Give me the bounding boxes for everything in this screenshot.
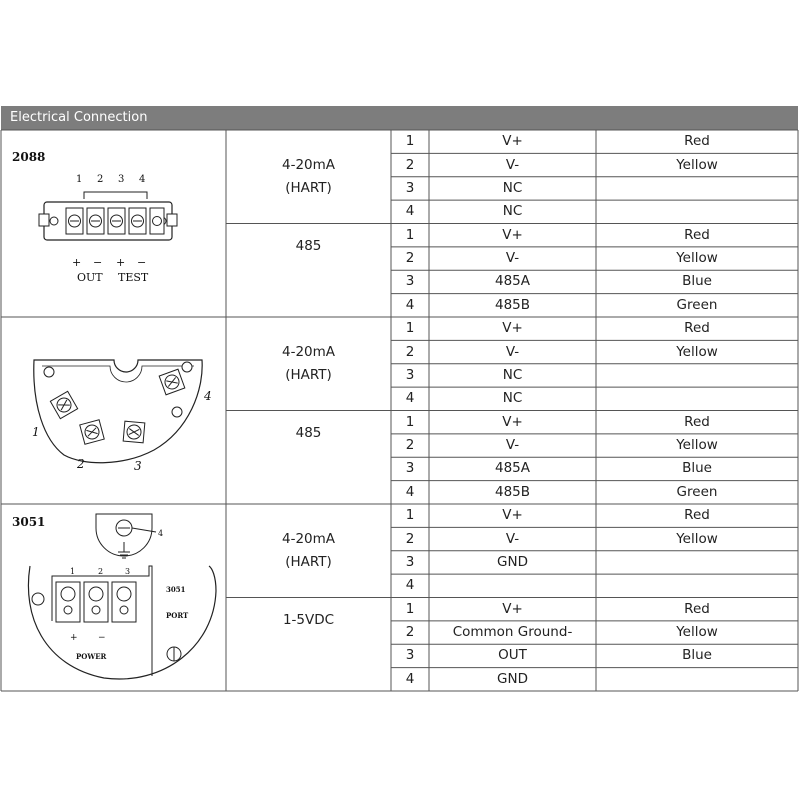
signal-type-cell: 4-20mA (HART) — [281, 156, 336, 196]
wire-color-cell: Red — [684, 133, 710, 150]
signal-type-cell: 485 — [295, 238, 322, 255]
terminal-number: 3 — [134, 459, 142, 473]
pin-function-cell: V- — [505, 250, 520, 267]
wire-color-cell — [596, 574, 798, 597]
signal-type-cell: 4-20mA (HART) — [281, 530, 336, 570]
terminal-number: 2 — [97, 174, 104, 185]
pin-number-cell: 2 — [405, 437, 415, 454]
board-terminals — [56, 582, 136, 622]
polarity-sign: − — [137, 256, 147, 269]
pin-function-cell: V- — [505, 343, 520, 360]
terminal-number: 3 — [125, 567, 131, 576]
terminal-number: 3 — [118, 174, 125, 185]
terminal-number: 1 — [70, 567, 76, 576]
pin-number-cell: 1 — [405, 133, 415, 150]
pin-function-cell — [429, 574, 596, 597]
signal-type-cell: 1-5VDC — [282, 612, 335, 629]
wire-color-cell: Yellow — [676, 250, 718, 267]
pin-function-cell: V+ — [502, 507, 523, 524]
wire-color-cell — [596, 387, 798, 410]
terminal-number: 4 — [139, 174, 146, 185]
pin-number-cell: 1 — [405, 600, 415, 617]
pin-number-cell: 1 — [405, 320, 415, 337]
polarity-sign: − — [93, 256, 103, 269]
pin-function-cell: V+ — [502, 226, 523, 243]
terminal-number: 1 — [32, 425, 40, 439]
wire-color-cell: Green — [676, 483, 718, 500]
pin-function-cell: V+ — [502, 133, 523, 150]
pin-function-cell: V+ — [502, 320, 523, 337]
diagram-3051 — [4, 506, 224, 691]
pin-function-cell: V- — [505, 437, 520, 454]
polarity-sign: + — [72, 256, 82, 269]
test-label: TEST — [118, 271, 149, 284]
polarity-sign: + — [116, 256, 126, 269]
wire-color-cell: Yellow — [676, 437, 718, 454]
pin-function-cell: 485B — [494, 296, 531, 313]
pin-number-cell: 2 — [405, 530, 415, 547]
wire-color-cell: Red — [684, 226, 710, 243]
pin-function-cell: 485B — [494, 483, 531, 500]
wire-color-cell — [596, 668, 798, 691]
pin-function-cell: V- — [505, 530, 520, 547]
pin-number-cell: 2 — [405, 156, 415, 173]
wire-color-cell: Yellow — [676, 156, 718, 173]
out-label: OUT — [77, 271, 103, 284]
pin-function-cell: V+ — [502, 413, 523, 430]
terminal-number: 2 — [98, 567, 104, 576]
power-label: POWER — [76, 652, 107, 661]
wire-color-cell — [596, 177, 798, 200]
pin-number-cell: 3 — [405, 366, 415, 383]
board-label: 3051 — [166, 585, 186, 594]
terminal-number: 4 — [204, 389, 212, 403]
pin-function-cell: NC — [502, 390, 523, 407]
pin-number-cell: 4 — [405, 296, 415, 313]
pin-number-cell: 1 — [405, 507, 415, 524]
pin-number-cell: 3 — [405, 647, 415, 664]
wire-color-cell — [596, 200, 798, 223]
terminal-number: 1 — [76, 174, 83, 185]
pin-number-cell: 4 — [405, 577, 415, 594]
port-label: PORT — [166, 611, 189, 620]
model-label-3051: 3051 — [12, 515, 46, 529]
pin-number-cell: 4 — [405, 483, 415, 500]
pin-function-cell: GND — [497, 553, 528, 570]
pin-function-cell: Common Ground- — [452, 624, 573, 641]
pin-function-cell: NC — [502, 179, 523, 196]
signal-type-cell: 485 — [295, 425, 322, 442]
pin-number-cell: 2 — [405, 250, 415, 267]
model-label-2088: 2088 — [12, 150, 46, 164]
wire-color-cell: Yellow — [676, 530, 718, 547]
polarity-sign: + — [70, 633, 78, 643]
pin-number-cell: 4 — [405, 390, 415, 407]
ground-number: 4 — [158, 529, 164, 538]
pin-number-cell: 3 — [405, 273, 415, 290]
pin-number-cell: 1 — [405, 226, 415, 243]
wire-color-cell: Blue — [682, 273, 712, 290]
pin-function-cell: V- — [505, 156, 520, 173]
wire-color-cell: Green — [676, 296, 718, 313]
pin-number-cell: 3 — [405, 179, 415, 196]
wire-color-cell — [596, 551, 798, 574]
diagram-round-board — [4, 320, 224, 500]
polarity-sign: − — [98, 633, 106, 643]
pin-number-cell: 3 — [405, 460, 415, 477]
pin-number-cell: 1 — [405, 413, 415, 430]
pin-function-cell: OUT — [498, 647, 527, 664]
wire-color-cell — [596, 364, 798, 387]
wire-color-cell: Blue — [682, 647, 712, 664]
wire-color-cell: Red — [684, 320, 710, 337]
pin-function-cell: NC — [502, 366, 523, 383]
terminal-number: 2 — [77, 457, 85, 471]
pin-function-cell: GND — [497, 670, 528, 687]
pin-function-cell: 485A — [494, 460, 530, 477]
signal-type-cell: 4-20mA (HART) — [281, 343, 336, 383]
pin-number-cell: 4 — [405, 670, 415, 687]
pin-number-cell: 2 — [405, 624, 415, 641]
pin-number-cell: 2 — [405, 343, 415, 360]
wire-color-cell: Red — [684, 413, 710, 430]
pin-function-cell: 485A — [494, 273, 530, 290]
section-title: Electrical Connection — [10, 110, 148, 125]
wire-color-cell: Red — [684, 600, 710, 617]
wire-color-cell: Yellow — [676, 624, 718, 641]
pin-function-cell: V+ — [502, 600, 523, 617]
pin-function-cell: NC — [502, 203, 523, 220]
diagram-2088 — [4, 134, 224, 314]
wire-color-cell: Red — [684, 507, 710, 524]
pin-number-cell: 4 — [405, 203, 415, 220]
wire-color-cell: Yellow — [676, 343, 718, 360]
pin-number-cell: 3 — [405, 553, 415, 570]
wire-color-cell: Blue — [682, 460, 712, 477]
